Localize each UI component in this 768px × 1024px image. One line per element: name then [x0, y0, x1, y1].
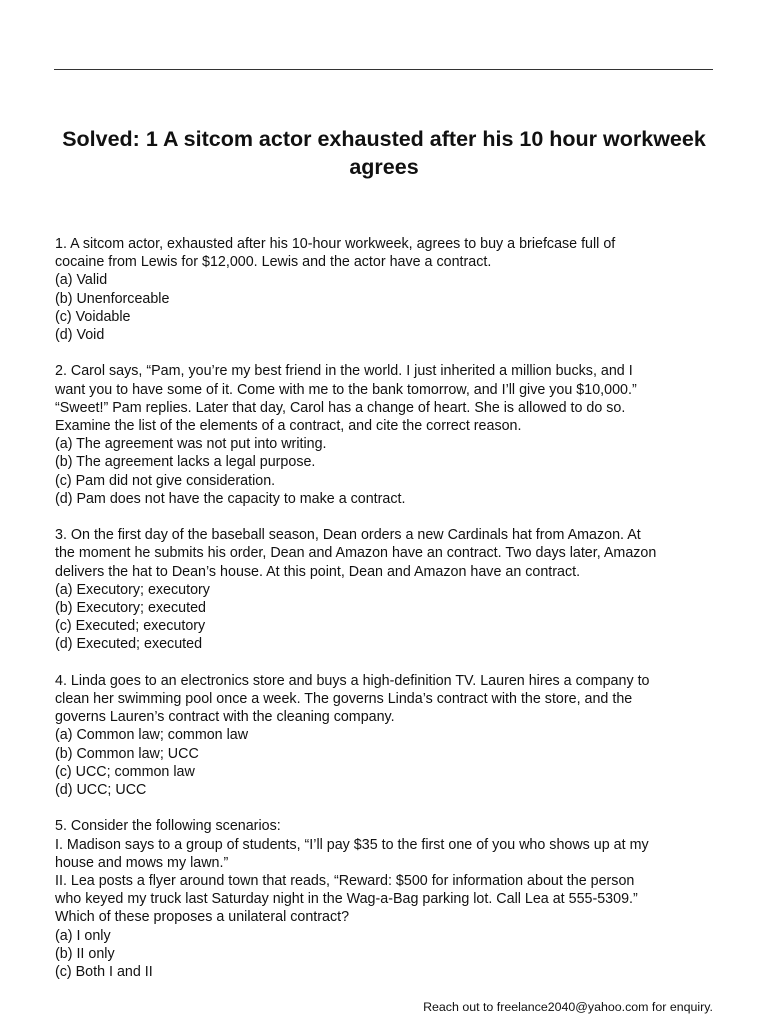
footer-contact-note: Reach out to freelance2040@yahoo.com for enquiry.	[423, 1000, 713, 1014]
answer-option: (a) The agreement was not put into writing.	[55, 436, 327, 453]
question-2	[55, 362, 720, 508]
question-text: “Sweet!” Pam replies. Later that day, Carol has a change of heart. She is allowed to do so.	[55, 399, 626, 416]
answer-option: (a) Valid	[55, 272, 108, 289]
answer-option: (c) Executed; executory	[55, 618, 206, 635]
question-3	[55, 526, 720, 653]
answer-option: (c) Pam did not give consideration.	[55, 472, 276, 489]
question-text: the moment he submits his order, Dean and Amazon have an contract. Two days later, Amazon	[55, 545, 657, 562]
answer-option: (d) Void	[55, 327, 105, 344]
answer-option: (c) Both I and II	[55, 964, 153, 981]
question-text: I. Madison says to a group of students, “I’ll pay $35 to the first one of you who shows up at my	[55, 836, 649, 853]
question-text: who keyed my truck last Saturday night in the Wag-a-Bag parking lot. Call Lea at 555-5309.”	[55, 891, 638, 908]
document-title: Solved: 1 A sitcom actor exhausted after his 10 hour workweek agrees	[62, 127, 706, 179]
question-text: 4. Linda goes to an electronics store and buys a high-definition TV. Lauren hires a company to	[55, 672, 650, 689]
question-text: governs Lauren’s contract with the cleaning company.	[55, 709, 395, 726]
question-text: 2. Carol says, “Pam, you’re my best friend in the world. I just inherited a million bucks, and I	[55, 363, 633, 380]
answer-option: (b) Common law; UCC	[55, 745, 199, 762]
answer-option: (a) Common law; common law	[55, 727, 249, 744]
question-text: 1. A sitcom actor, exhausted after his 10-hour workweek, agrees to buy a briefcase full of	[55, 236, 616, 252]
answer-option: (c) Voidable	[55, 308, 131, 325]
question-text: want you to have some of it. Come with me to the bank tomorrow, and I’ll give you $10,000.”	[55, 381, 637, 398]
answer-option: (b) Executory; executed	[55, 600, 206, 617]
question-1	[55, 235, 720, 344]
header-rule	[54, 69, 713, 70]
question-text: Which of these proposes a unilateral contract?	[55, 909, 350, 926]
question-text: delivers the hat to Dean’s house. At this point, Dean and Amazon have an contract.	[55, 563, 581, 580]
question-text: 5. Consider the following scenarios:	[55, 818, 281, 835]
answer-option: (b) The agreement lacks a legal purpose.	[55, 454, 316, 471]
answer-option: (d) Pam does not have the capacity to make a contract.	[55, 490, 406, 507]
document-body	[55, 235, 720, 999]
question-text: clean her swimming pool once a week. The governs Linda’s contract with the store, and the	[55, 691, 633, 708]
question-text: II. Lea posts a flyer around town that reads, “Reward: $500 for information about the person	[55, 873, 635, 890]
answer-option: (a) Executory; executory	[55, 581, 210, 598]
question-4	[55, 672, 720, 799]
answer-option: (b) Unenforceable	[55, 290, 170, 307]
answer-option: (a) I only	[55, 927, 111, 944]
question-text: Examine the list of the elements of a contract, and cite the correct reason.	[55, 418, 522, 435]
answer-option: (c) UCC; common law	[55, 763, 195, 780]
question-text: 3. On the first day of the baseball season, Dean orders a new Cardinals hat from Amazon. At	[55, 527, 641, 544]
answer-option: (d) Executed; executed	[55, 636, 203, 653]
question-5	[55, 817, 720, 981]
answer-option: (d) UCC; UCC	[55, 782, 147, 799]
question-text: house and mows my lawn.”	[55, 854, 229, 871]
question-text: cocaine from Lewis for $12,000. Lewis and the actor have a contract.	[55, 254, 492, 271]
answer-option: (b) II only	[55, 945, 115, 962]
